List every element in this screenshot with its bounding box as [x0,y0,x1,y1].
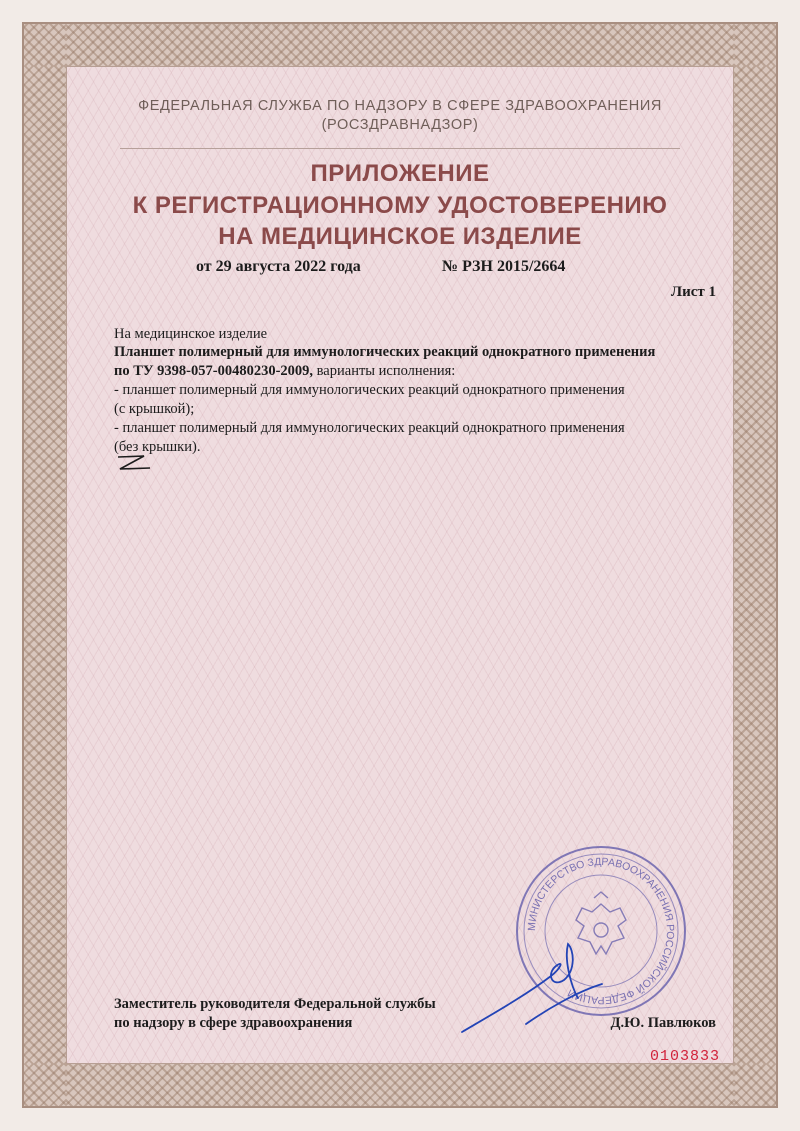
specification-code: по ТУ 9398-057-00480230-2009, [114,363,314,379]
variant-2-line-2: (без крышки). [114,439,201,455]
z-closing-mark [114,452,154,474]
variants-label: варианты исполнения: [313,363,456,379]
signatory-title-line-1: Заместитель руководителя Федеральной службы [114,996,436,1012]
variant-1-line-2: (с крышкой); [114,401,195,417]
product-name: Планшет полимерный для иммунологических реакций однократного применения [114,344,656,360]
sheet-number: Лист 1 [670,284,716,300]
seal-ring-text: МИНИСТЕРСТВО ЗДРАВООХРАНЕНИЯ РОССИЙСКОЙ ФЕДЕРАЦИИ [525,855,677,1007]
issue-date: от 29 августа 2022 года [196,258,361,275]
registration-number: № РЗН 2015/2664 [442,258,566,275]
document-title-line-3: НА МЕДИЦИНСКОЕ ИЗДЕЛИЕ [218,223,582,250]
specification-line [114,363,455,380]
header-divider [120,148,680,149]
variant-1-line-1: - планшет полимерный для иммунологических реакций однократного применения [114,382,625,398]
intro-text: На медицинское изделие [114,326,268,342]
agency-short-name: (РОСЗДРАВНАДЗОР) [321,117,479,133]
document-title-line-2: К РЕГИСТРАЦИОННОМУ УДОСТОВЕРЕНИЮ [132,192,668,219]
agency-name: ФЕДЕРАЛЬНАЯ СЛУЖБА ПО НАДЗОРУ В СФЕРЕ ЗДРАВООХРАНЕНИЯ [138,98,662,114]
handwritten-signature [456,940,606,1040]
variant-2-line-1: - планшет полимерный для иммунологических реакций однократного применения [114,420,625,436]
document-title-line-1: ПРИЛОЖЕНИЕ [310,160,490,187]
signatory-title-line-2: по надзору в сфере здравоохранения [114,1015,353,1031]
signatory-name: Д.Ю. Павлюков [610,1015,716,1031]
form-serial-number: 0103833 [649,1048,720,1065]
